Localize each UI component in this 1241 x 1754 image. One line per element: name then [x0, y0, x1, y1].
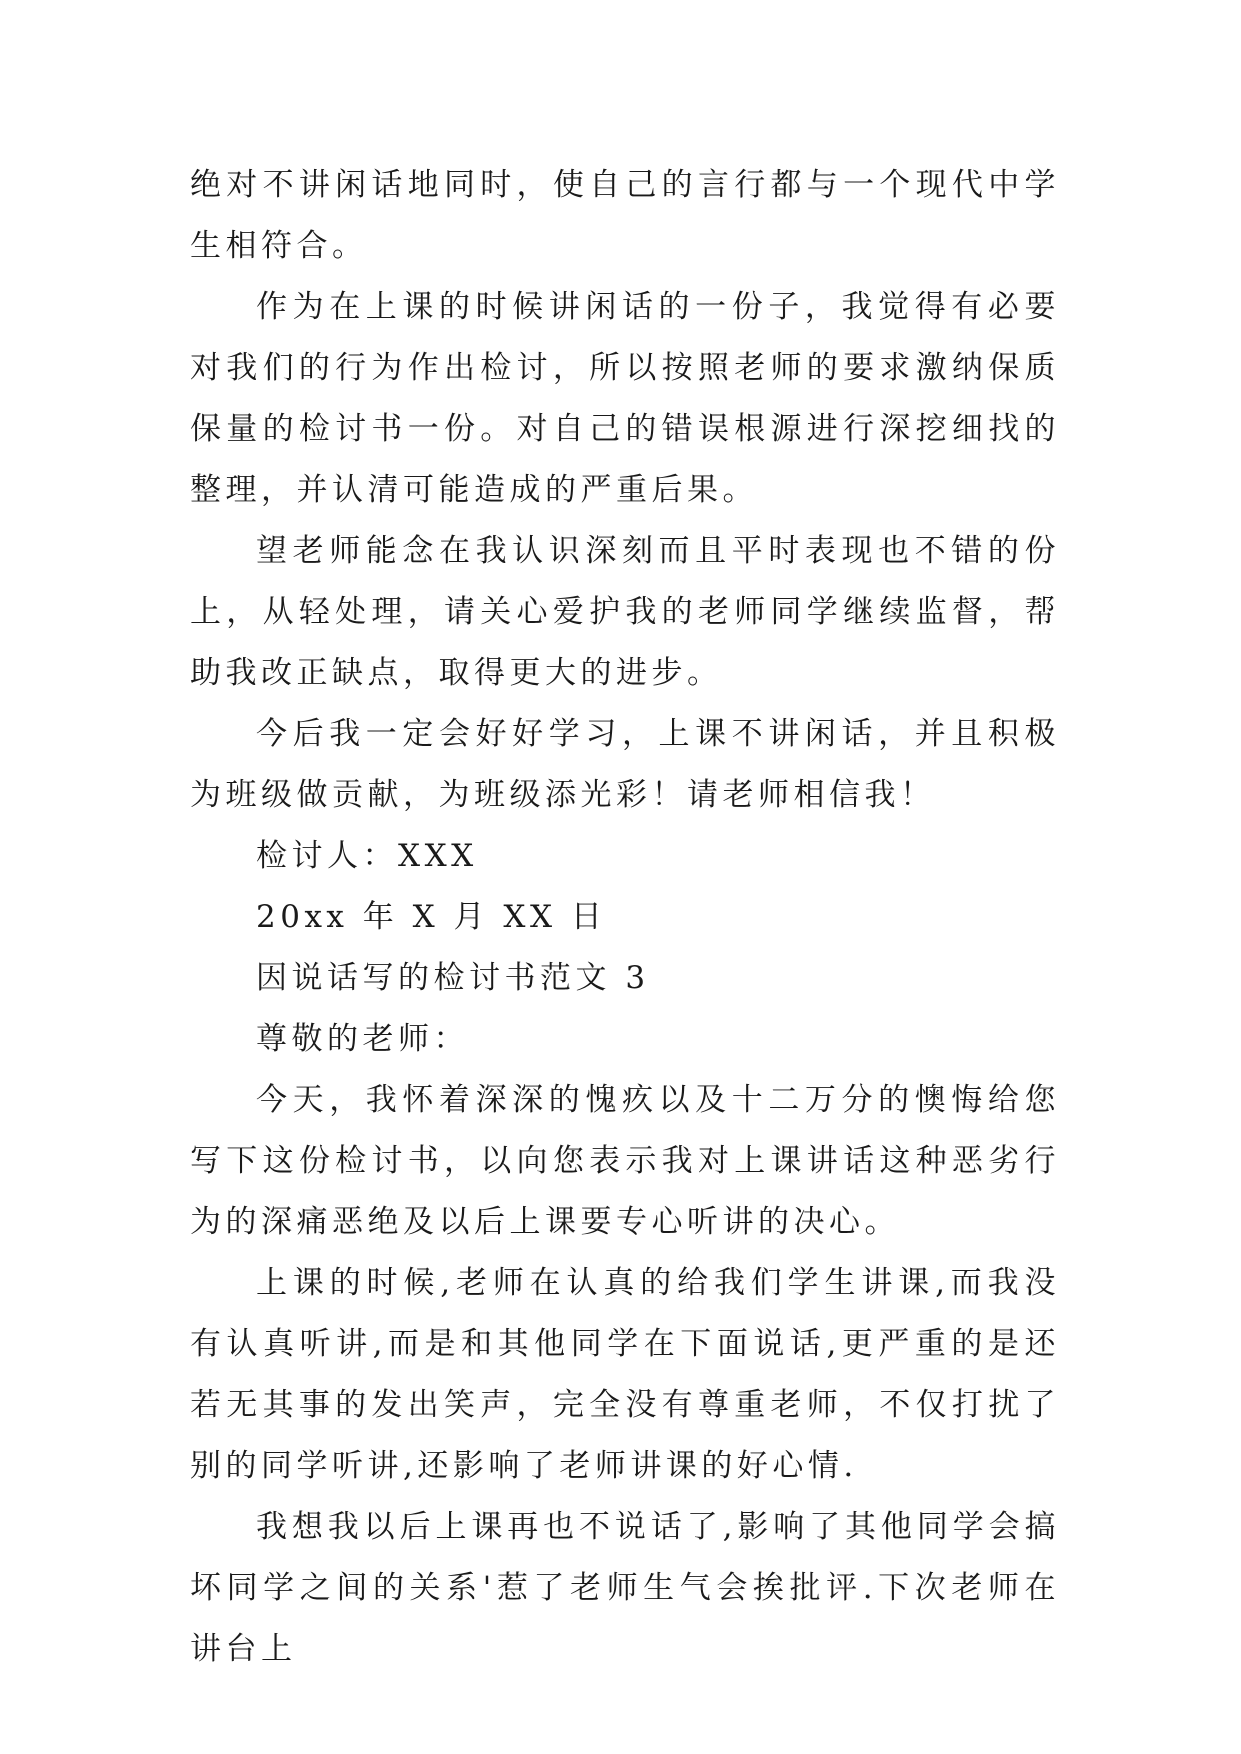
- salutation: 尊敬的老师：: [256, 1021, 469, 1057]
- paragraph-2: 作为在上课的时候讲闲话的一份子，我觉得有必要对我们的行为作出检讨，所以按照老师的要求激纳保质保量的检讨书一份。对自己的错误根源进行深挖细找的整理，并认清可能造成的严重后果。: [190, 289, 1060, 508]
- paragraph-3: 望老师能念在我认识深刻而且平时表现也不错的份上，从轻处理，请关心爱护我的老师同学继续监督，帮助我改正缺点，取得更大的进步。: [190, 533, 1060, 691]
- paragraph-4: 今后我一定会好好学习，上课不讲闲话，并且积极为班级做贡献，为班级添光彩！请老师相信我！: [190, 716, 1060, 813]
- paragraph-6: 上课的时候,老师在认真的给我们学生讲课,而我没有认真听讲,而是和其他同学在下面说话,更严重的是还若无其事的发出笑声，完全没有尊重老师，不仅打扰了别的同学听讲,还影响了老师讲课的好心情.: [190, 1265, 1060, 1484]
- section-heading: 因说话写的检讨书范文 3: [256, 960, 650, 996]
- signature-line: 检讨人：XXX: [256, 838, 478, 874]
- document-body: [190, 155, 1060, 1680]
- date-line: 20xx 年 X 月 XX 日: [256, 899, 607, 935]
- paragraph-7: 我想我以后上课再也不说话了,影响了其他同学会搞坏同学之间的关系'惹了老师生气会挨批评.下次老师在讲台上: [190, 1509, 1060, 1667]
- paragraph-5: 今天，我怀着深深的愧疚以及十二万分的懊悔给您写下这份检讨书，以向您表示我对上课讲话这种恶劣行为的深痛恶绝及以后上课要专心听讲的决心。: [190, 1082, 1060, 1240]
- paragraph-1: 绝对不讲闲话地同时，使自己的言行都与一个现代中学生相符合。: [190, 167, 1060, 264]
